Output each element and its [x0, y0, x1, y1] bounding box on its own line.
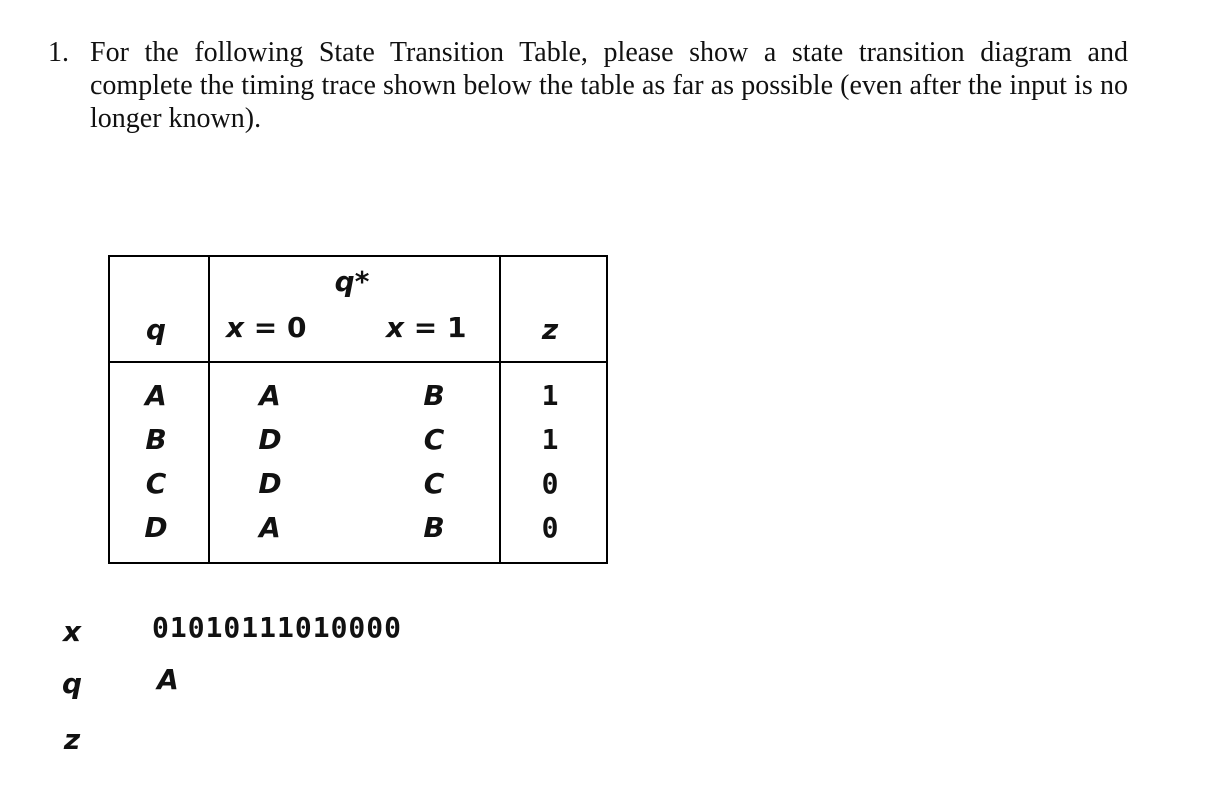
table-cell-x1: C [423, 467, 445, 500]
question-text: For the following State Transition Table, please show a state transition diagram and complete the timing trace shown below the table as far as possible (even after the input is no longer known). [90, 37, 1128, 134]
table-cell-q: D [144, 511, 168, 544]
table-cell-x0: A [259, 511, 281, 544]
table-divider-before-z [499, 257, 501, 562]
header-x0-value: = 0 [244, 311, 307, 344]
trace-label-z: z [63, 723, 81, 756]
header-x1-variable: x [386, 311, 405, 344]
next-state-group-header: q* [334, 265, 370, 298]
table-cell-x0: A [259, 379, 281, 412]
column-current-state [126, 379, 186, 558]
table-header-divider [110, 361, 606, 363]
header-current-state: q [145, 313, 167, 346]
question-block [48, 36, 1128, 135]
table-cell-x1: C [423, 423, 445, 456]
table-cell-z: 0 [541, 467, 559, 500]
table-divider-after-q [208, 257, 210, 562]
table-cell-x1: B [423, 379, 445, 412]
table-cell-q: C [145, 467, 167, 500]
table-cell-z: 1 [541, 423, 559, 456]
table-cell-x1: B [423, 511, 445, 544]
trace-initial-state: A [157, 663, 179, 696]
header-x1-value: = 1 [404, 311, 467, 344]
column-next-state-x1 [404, 379, 464, 558]
table-cell-x0: D [258, 423, 282, 456]
table-cell-x0: D [258, 467, 282, 500]
table-cell-q: A [145, 379, 167, 412]
column-next-state-x0 [240, 379, 300, 558]
header-x-equals-1 [386, 311, 467, 344]
table-cell-q: B [145, 423, 167, 456]
table-cell-z: 0 [541, 511, 559, 544]
question-number: 1. [48, 37, 69, 68]
trace-label-x: x [62, 615, 82, 648]
header-x0-variable: x [226, 311, 245, 344]
header-x-equals-0 [226, 311, 307, 344]
trace-input-sequence: 01010111010000 [152, 611, 403, 644]
table-cell-z: 1 [541, 379, 559, 412]
trace-label-q: q [61, 667, 83, 700]
header-output: z [541, 313, 559, 346]
column-output [520, 379, 580, 558]
